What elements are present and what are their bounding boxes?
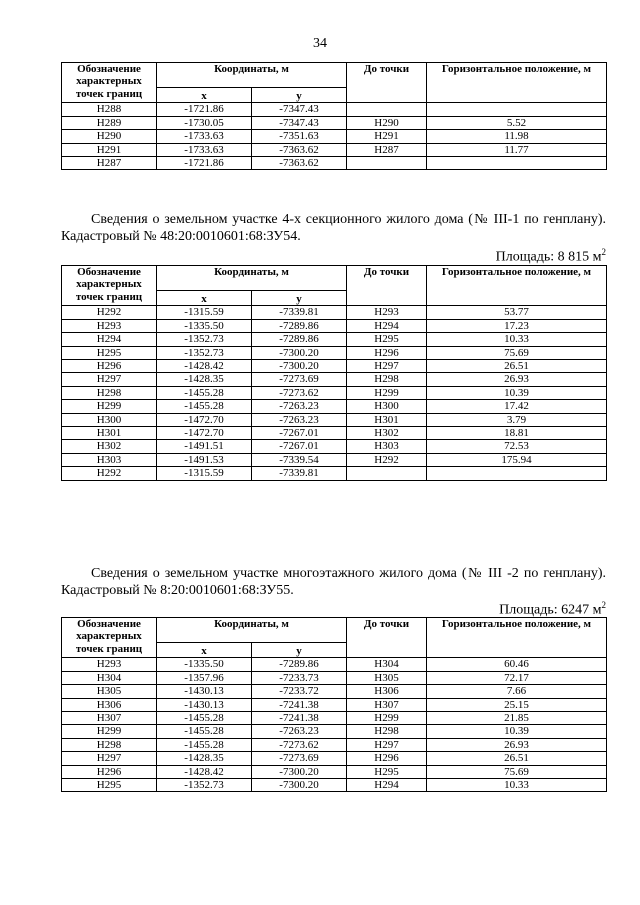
to-point-cell: Н287 <box>347 143 427 156</box>
y-coordinate-cell: -7263.23 <box>252 413 347 426</box>
header-y: y <box>252 643 347 658</box>
horizontal-distance-cell: 10.39 <box>427 725 607 738</box>
y-coordinate-cell: -7289.86 <box>252 658 347 671</box>
coordinates-table-2 <box>61 265 607 481</box>
to-point-cell: Н306 <box>347 685 427 698</box>
table-row <box>62 333 607 346</box>
point-id-cell: Н307 <box>62 712 157 725</box>
x-coordinate-cell: -1455.28 <box>157 738 252 751</box>
to-point-cell: Н294 <box>347 319 427 332</box>
x-coordinate-cell: -1455.28 <box>157 400 252 413</box>
table-row <box>62 712 607 725</box>
to-point-cell: Н297 <box>347 738 427 751</box>
table-row <box>62 360 607 373</box>
to-point-cell: Н307 <box>347 698 427 711</box>
section-3-description: Сведения о земельном участке многоэтажного жилого дома (№ III -2 по генплану). Кадастровый № 8:20:0010601:68:ЗУ55. <box>61 566 606 598</box>
table-row <box>62 413 607 426</box>
y-coordinate-cell: -7289.86 <box>252 333 347 346</box>
x-coordinate-cell: -1721.86 <box>157 157 252 170</box>
y-coordinate-cell: -7339.81 <box>252 467 347 480</box>
to-point-cell <box>347 467 427 480</box>
y-coordinate-cell: -7347.43 <box>252 116 347 129</box>
x-coordinate-cell: -1430.13 <box>157 698 252 711</box>
y-coordinate-cell: -7273.62 <box>252 738 347 751</box>
horizontal-distance-cell: 26.51 <box>427 360 607 373</box>
coordinates-table-1 <box>61 62 607 170</box>
horizontal-distance-cell: 75.69 <box>427 346 607 359</box>
point-id-cell: Н296 <box>62 765 157 778</box>
section-2-description: Сведения о земельном участке 4-х секционного жилого дома (№ III-1 по генплану). Кадастровый № 48:20:0010601:68:ЗУ54. <box>61 212 606 244</box>
to-point-cell: Н301 <box>347 413 427 426</box>
x-coordinate-cell: -1472.70 <box>157 413 252 426</box>
section-3-area <box>61 600 606 619</box>
table-row <box>62 386 607 399</box>
horizontal-distance-cell: 53.77 <box>427 306 607 319</box>
to-point-cell: Н299 <box>347 712 427 725</box>
horizontal-distance-cell <box>427 103 607 116</box>
horizontal-distance-cell: 10.33 <box>427 779 607 792</box>
y-coordinate-cell: -7267.01 <box>252 440 347 453</box>
table-row <box>62 698 607 711</box>
table-row <box>62 319 607 332</box>
table-row <box>62 373 607 386</box>
table-row <box>62 752 607 765</box>
y-coordinate-cell: -7273.62 <box>252 386 347 399</box>
x-coordinate-cell: -1491.51 <box>157 440 252 453</box>
point-id-cell: Н301 <box>62 427 157 440</box>
to-point-cell: Н293 <box>347 306 427 319</box>
table-row <box>62 765 607 778</box>
table-row <box>62 453 607 466</box>
point-id-cell: Н288 <box>62 103 157 116</box>
to-point-cell: Н298 <box>347 373 427 386</box>
x-coordinate-cell: -1730.05 <box>157 116 252 129</box>
table-row <box>62 143 607 156</box>
x-coordinate-cell: -1335.50 <box>157 319 252 332</box>
to-point-cell <box>347 103 427 116</box>
y-coordinate-cell: -7233.72 <box>252 685 347 698</box>
to-point-cell: Н305 <box>347 671 427 684</box>
horizontal-distance-cell: 26.93 <box>427 738 607 751</box>
coordinates-table-3 <box>61 617 607 792</box>
x-coordinate-cell: -1733.63 <box>157 143 252 156</box>
point-id-cell: Н294 <box>62 333 157 346</box>
to-point-cell: Н296 <box>347 752 427 765</box>
horizontal-distance-cell: 17.23 <box>427 319 607 332</box>
point-id-cell: Н291 <box>62 143 157 156</box>
table-row <box>62 427 607 440</box>
point-id-cell: Н306 <box>62 698 157 711</box>
horizontal-distance-cell: 72.53 <box>427 440 607 453</box>
header-y: y <box>252 88 347 103</box>
section-2-area <box>61 247 606 266</box>
point-id-cell: Н292 <box>62 467 157 480</box>
x-coordinate-cell: -1455.28 <box>157 712 252 725</box>
y-coordinate-cell: -7273.69 <box>252 373 347 386</box>
horizontal-distance-cell: 26.93 <box>427 373 607 386</box>
to-point-cell: Н299 <box>347 386 427 399</box>
y-coordinate-cell: -7300.20 <box>252 346 347 359</box>
header-coordinates: Координаты, м <box>157 266 347 291</box>
point-id-cell: Н287 <box>62 157 157 170</box>
point-id-cell: Н303 <box>62 453 157 466</box>
horizontal-distance-cell: 17.42 <box>427 400 607 413</box>
y-coordinate-cell: -7300.20 <box>252 765 347 778</box>
x-coordinate-cell: -1428.42 <box>157 765 252 778</box>
x-coordinate-cell: -1352.73 <box>157 346 252 359</box>
point-id-cell: Н293 <box>62 319 157 332</box>
header-horizontal-position: Горизонтальное положение, м <box>427 63 607 103</box>
horizontal-distance-cell: 11.77 <box>427 143 607 156</box>
horizontal-distance-cell: 3.79 <box>427 413 607 426</box>
header-coordinates: Координаты, м <box>157 63 347 88</box>
y-coordinate-cell: -7363.62 <box>252 143 347 156</box>
point-id-cell: Н295 <box>62 779 157 792</box>
y-coordinate-cell: -7300.20 <box>252 360 347 373</box>
y-coordinate-cell: -7300.20 <box>252 779 347 792</box>
y-coordinate-cell: -7241.38 <box>252 698 347 711</box>
header-to-point: До точки <box>347 618 427 658</box>
area-label: Площадь: 6247 м <box>499 602 602 618</box>
header-point-designation: Обозначение характерных точек границ <box>62 266 157 306</box>
point-id-cell: Н305 <box>62 685 157 698</box>
horizontal-distance-cell: 75.69 <box>427 765 607 778</box>
page-number: 34 <box>313 36 327 51</box>
point-id-cell: Н298 <box>62 386 157 399</box>
to-point-cell: Н303 <box>347 440 427 453</box>
y-coordinate-cell: -7339.54 <box>252 453 347 466</box>
table-row <box>62 725 607 738</box>
y-coordinate-cell: -7289.86 <box>252 319 347 332</box>
table-row <box>62 130 607 143</box>
x-coordinate-cell: -1721.86 <box>157 103 252 116</box>
header-to-point: До точки <box>347 63 427 103</box>
y-coordinate-cell: -7233.73 <box>252 671 347 684</box>
header-x: x <box>157 291 252 306</box>
x-coordinate-cell: -1428.35 <box>157 752 252 765</box>
to-point-cell: Н294 <box>347 779 427 792</box>
to-point-cell: Н304 <box>347 658 427 671</box>
to-point-cell: Н291 <box>347 130 427 143</box>
x-coordinate-cell: -1357.96 <box>157 671 252 684</box>
to-point-cell: Н302 <box>347 427 427 440</box>
x-coordinate-cell: -1352.73 <box>157 333 252 346</box>
header-coordinates: Координаты, м <box>157 618 347 643</box>
to-point-cell: Н292 <box>347 453 427 466</box>
header-x: x <box>157 88 252 103</box>
y-coordinate-cell: -7263.23 <box>252 400 347 413</box>
horizontal-distance-cell: 10.39 <box>427 386 607 399</box>
to-point-cell <box>347 157 427 170</box>
horizontal-distance-cell: 18.81 <box>427 427 607 440</box>
table-row <box>62 346 607 359</box>
table-row <box>62 779 607 792</box>
table-row <box>62 685 607 698</box>
area-unit-sup: 2 <box>601 600 606 610</box>
point-id-cell: Н298 <box>62 738 157 751</box>
header-horizontal-position: Горизонтальное положение, м <box>427 618 607 658</box>
point-id-cell: Н300 <box>62 413 157 426</box>
x-coordinate-cell: -1455.28 <box>157 725 252 738</box>
header-point-designation: Обозначение характерных точек границ <box>62 63 157 103</box>
x-coordinate-cell: -1335.50 <box>157 658 252 671</box>
y-coordinate-cell: -7267.01 <box>252 427 347 440</box>
to-point-cell: Н295 <box>347 765 427 778</box>
y-coordinate-cell: -7347.43 <box>252 103 347 116</box>
x-coordinate-cell: -1315.59 <box>157 467 252 480</box>
header-point-designation: Обозначение характерных точек границ <box>62 618 157 658</box>
area-unit-sup: 2 <box>601 247 606 257</box>
horizontal-distance-cell: 21.85 <box>427 712 607 725</box>
x-coordinate-cell: -1352.73 <box>157 779 252 792</box>
x-coordinate-cell: -1428.35 <box>157 373 252 386</box>
y-coordinate-cell: -7339.81 <box>252 306 347 319</box>
y-coordinate-cell: -7363.62 <box>252 157 347 170</box>
horizontal-distance-cell: 5.52 <box>427 116 607 129</box>
point-id-cell: Н289 <box>62 116 157 129</box>
x-coordinate-cell: -1733.63 <box>157 130 252 143</box>
point-id-cell: Н297 <box>62 752 157 765</box>
table-row <box>62 738 607 751</box>
to-point-cell: Н297 <box>347 360 427 373</box>
x-coordinate-cell: -1455.28 <box>157 386 252 399</box>
y-coordinate-cell: -7273.69 <box>252 752 347 765</box>
point-id-cell: Н290 <box>62 130 157 143</box>
point-id-cell: Н293 <box>62 658 157 671</box>
table-row <box>62 467 607 480</box>
y-coordinate-cell: -7263.23 <box>252 725 347 738</box>
x-coordinate-cell: -1491.53 <box>157 453 252 466</box>
horizontal-distance-cell <box>427 467 607 480</box>
point-id-cell: Н299 <box>62 725 157 738</box>
table-row <box>62 671 607 684</box>
point-id-cell: Н295 <box>62 346 157 359</box>
x-coordinate-cell: -1315.59 <box>157 306 252 319</box>
header-y: y <box>252 291 347 306</box>
y-coordinate-cell: -7241.38 <box>252 712 347 725</box>
point-id-cell: Н296 <box>62 360 157 373</box>
point-id-cell: Н299 <box>62 400 157 413</box>
horizontal-distance-cell: 10.33 <box>427 333 607 346</box>
table-row <box>62 440 607 453</box>
horizontal-distance-cell: 72.17 <box>427 671 607 684</box>
horizontal-distance-cell: 60.46 <box>427 658 607 671</box>
horizontal-distance-cell: 7.66 <box>427 685 607 698</box>
table-row <box>62 103 607 116</box>
y-coordinate-cell: -7351.63 <box>252 130 347 143</box>
to-point-cell: Н295 <box>347 333 427 346</box>
to-point-cell: Н296 <box>347 346 427 359</box>
table-row <box>62 116 607 129</box>
point-id-cell: Н304 <box>62 671 157 684</box>
header-to-point: До точки <box>347 266 427 306</box>
x-coordinate-cell: -1428.42 <box>157 360 252 373</box>
horizontal-distance-cell: 175.94 <box>427 453 607 466</box>
to-point-cell: Н298 <box>347 725 427 738</box>
point-id-cell: Н292 <box>62 306 157 319</box>
header-x: x <box>157 643 252 658</box>
horizontal-distance-cell: 11.98 <box>427 130 607 143</box>
x-coordinate-cell: -1472.70 <box>157 427 252 440</box>
header-horizontal-position: Горизонтальное положение, м <box>427 266 607 306</box>
table-row <box>62 400 607 413</box>
to-point-cell: Н300 <box>347 400 427 413</box>
point-id-cell: Н302 <box>62 440 157 453</box>
area-label: Площадь: 8 815 м <box>495 249 602 265</box>
horizontal-distance-cell: 26.51 <box>427 752 607 765</box>
horizontal-distance-cell: 25.15 <box>427 698 607 711</box>
point-id-cell: Н297 <box>62 373 157 386</box>
to-point-cell: Н290 <box>347 116 427 129</box>
x-coordinate-cell: -1430.13 <box>157 685 252 698</box>
table-row <box>62 157 607 170</box>
table-row <box>62 658 607 671</box>
horizontal-distance-cell <box>427 157 607 170</box>
table-row <box>62 306 607 319</box>
